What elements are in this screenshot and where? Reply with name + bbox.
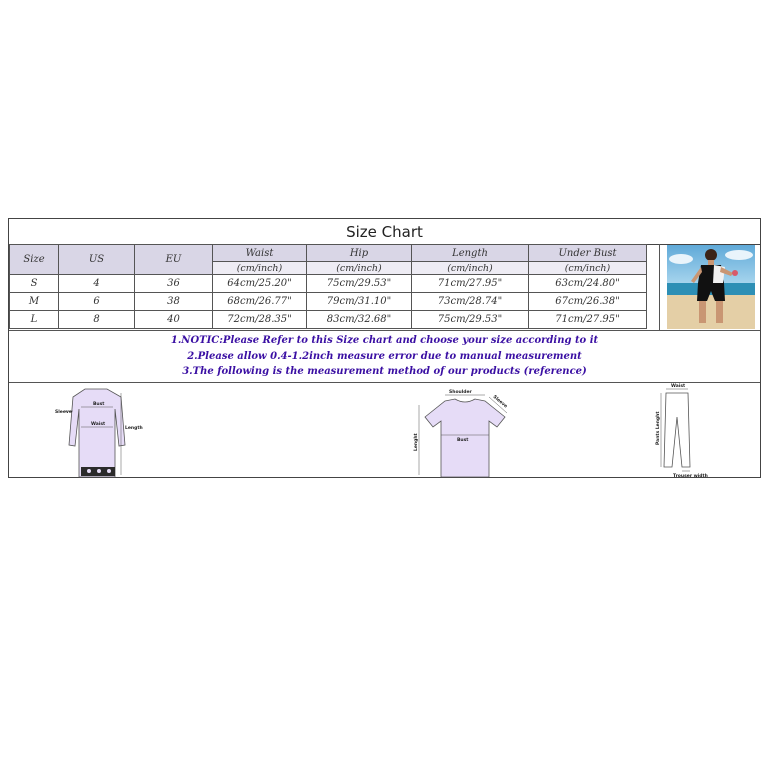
cell-waist: 68cm/26.77" — [213, 293, 307, 311]
cell-under-bust: 63cm/24.80" — [529, 275, 647, 293]
cell-under-bust: 67cm/26.38" — [529, 293, 647, 311]
table-row — [10, 275, 647, 293]
dress-label-length: Length — [125, 426, 143, 431]
size-chart-panel — [8, 218, 761, 478]
dress-label-bust: Bust — [93, 402, 105, 407]
header-size: Size — [10, 245, 59, 275]
unit-length: (cm/inch) — [412, 262, 529, 275]
cell-size: M — [10, 293, 59, 311]
model-photo — [667, 245, 755, 329]
header-us: US — [59, 245, 135, 275]
cell-eu: 40 — [135, 311, 213, 329]
cell-us: 4 — [59, 275, 135, 293]
cell-hip: 79cm/31.10" — [307, 293, 412, 311]
cell-eu: 38 — [135, 293, 213, 311]
cell-size: S — [10, 275, 59, 293]
note-line: 2.Please allow 0.4-1.2inch measure error due to manual measurement — [187, 350, 582, 362]
tshirt-label-length: Lenght — [414, 433, 419, 451]
header-length: Length — [412, 245, 529, 262]
unit-under-bust: (cm/inch) — [529, 262, 647, 275]
pants-diagram — [655, 383, 708, 479]
pants-label-waist: Waist — [671, 384, 686, 389]
cell-length: 73cm/28.74" — [412, 293, 529, 311]
cell-us: 6 — [59, 293, 135, 311]
note-line: 3.The following is the measurement method of our products (reference) — [182, 366, 587, 377]
tshirt-diagram — [413, 389, 508, 477]
dress-label-waist: Waist — [91, 422, 106, 427]
table-row — [10, 311, 647, 329]
measurement-diagrams — [9, 383, 760, 479]
cell-hip: 75cm/29.53" — [307, 275, 412, 293]
cell-eu: 36 — [135, 275, 213, 293]
pants-label-trouser-width: Trouser width — [673, 474, 708, 479]
dress-label-sleeve: Sleeve — [55, 410, 72, 415]
pants-label-length: Pants Lenght — [656, 411, 661, 445]
note-line: 1.NOTIC:Please Refer to this Size chart and choose your size according to it — [170, 335, 599, 346]
model-photo-cell — [659, 244, 761, 330]
unit-waist: (cm/inch) — [213, 262, 307, 275]
header-under-bust: Under Bust — [529, 245, 647, 262]
unit-hip: (cm/inch) — [307, 262, 412, 275]
size-table — [9, 244, 647, 329]
dress-diagram — [55, 389, 143, 477]
chart-title: Size Chart — [9, 219, 760, 245]
cell-under-bust: 71cm/27.95" — [529, 311, 647, 329]
tshirt-label-bust: Bust — [457, 438, 469, 443]
header-hip: Hip — [307, 245, 412, 262]
cell-us: 8 — [59, 311, 135, 329]
notes-section — [9, 330, 760, 383]
tshirt-label-shoulder: Shoulder — [449, 390, 472, 395]
cell-length: 75cm/29.53" — [412, 311, 529, 329]
cell-size: L — [10, 311, 59, 329]
cell-waist: 64cm/25.20" — [213, 275, 307, 293]
cell-hip: 83cm/32.68" — [307, 311, 412, 329]
cell-waist: 72cm/28.35" — [213, 311, 307, 329]
table-row — [10, 293, 647, 311]
header-waist: Waist — [213, 245, 307, 262]
header-eu: EU — [135, 245, 213, 275]
tshirt-label-sleeve: Sleeve — [491, 394, 508, 410]
cell-length: 71cm/27.95" — [412, 275, 529, 293]
